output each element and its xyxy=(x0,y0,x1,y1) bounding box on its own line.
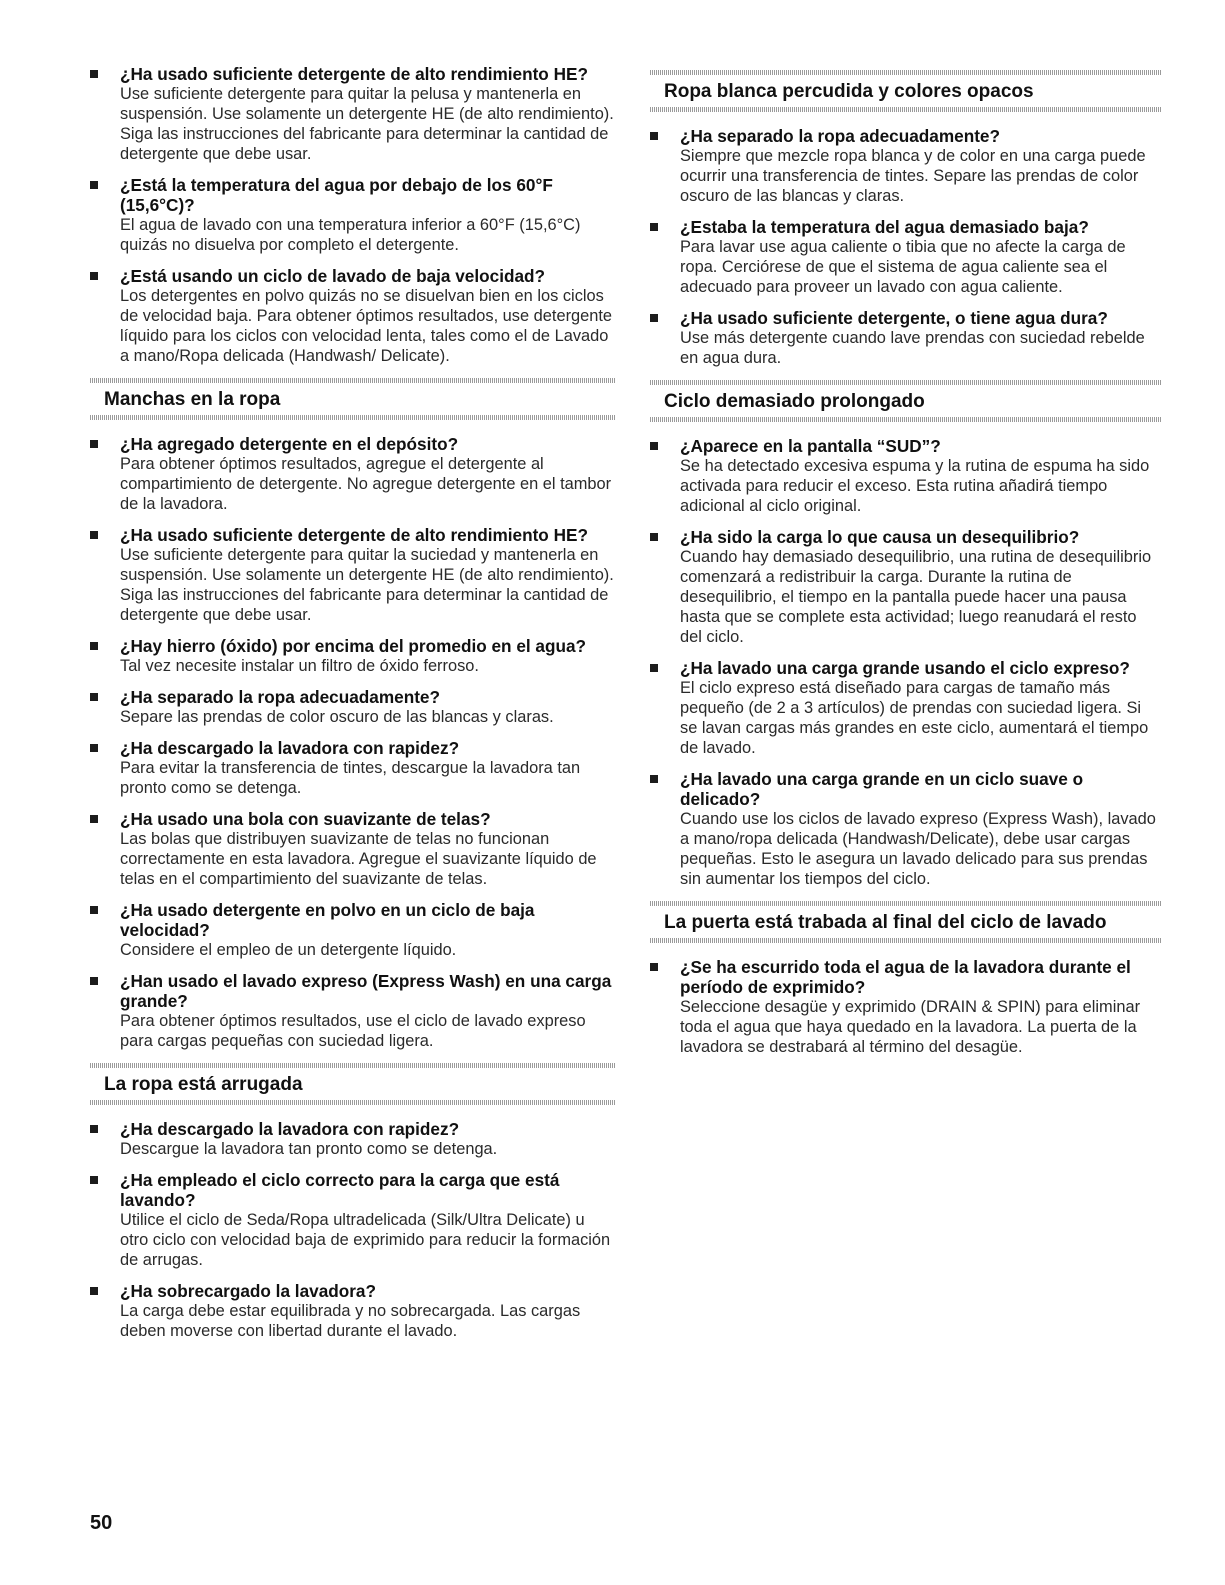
bullet-icon xyxy=(650,775,658,783)
section-title: La ropa está arrugada xyxy=(104,1074,303,1095)
qa-item xyxy=(90,809,615,889)
qa-item xyxy=(650,527,1162,647)
question: ¿Ha usado detergente en polvo en un ciclo de baja velocidad? xyxy=(120,900,535,940)
bullet-icon xyxy=(90,977,98,985)
qa-item xyxy=(90,175,615,255)
answer: Para obtener óptimos resultados, use el ciclo de lavado expreso para cargas pequeñas con suciedad ligera. xyxy=(120,1012,586,1050)
bullet-icon xyxy=(90,440,98,448)
bullet-icon xyxy=(90,1176,98,1184)
answer: La carga debe estar equilibrada y no sobrecargada. Las cargas deben moverse con libertad durante el lavado. xyxy=(120,1302,581,1340)
qa-item xyxy=(90,1119,615,1159)
question: ¿Ha sido la carga lo que causa un desequilibrio? xyxy=(680,527,1080,547)
section-header-door-locked xyxy=(650,901,1162,943)
question: ¿Ha usado suficiente detergente de alto rendimiento HE? xyxy=(120,64,588,84)
qa-item xyxy=(90,900,615,960)
answer: Descargue la lavadora tan pronto como se detenga. xyxy=(120,1140,498,1158)
question: ¿Hay hierro (óxido) por encima del promedio en el agua? xyxy=(120,636,587,656)
question: ¿Ha descargado la lavadora con rapidez? xyxy=(120,1119,460,1139)
answer: Use más detergente cuando lave prendas con suciedad rebelde en agua dura. xyxy=(680,329,1145,367)
section-header-stains xyxy=(90,378,615,420)
question: ¿Está la temperatura del agua por debajo de los 60°F (15,6°C)? xyxy=(120,175,553,215)
section-header-dingy xyxy=(650,70,1162,112)
qa-group-stains xyxy=(90,434,615,1051)
question: ¿Ha usado suficiente detergente, o tiene agua dura? xyxy=(680,308,1108,328)
answer: Cuando hay demasiado desequilibrio, una rutina de desequilibrio comenzará a redistribuir la carga. Durante la rutina de desequilibrio, el tiempo en la pantalla puede hacer una pausa hasta que se complete esta actividad; luego reanudará el resto del ciclo. xyxy=(680,548,1152,646)
qa-item xyxy=(650,436,1162,516)
qa-group-door-locked xyxy=(650,957,1162,1057)
page-number: 50 xyxy=(90,1512,113,1534)
qa-group-detergent xyxy=(90,64,615,366)
answer: Las bolas que distribuyen suavizante de telas no funcionan correctamente en esta lavadora. Agregue el suavizante líquido de telas en el compartimiento del suavizante de telas. xyxy=(120,830,597,888)
question: ¿Ha lavado una carga grande usando el ciclo expreso? xyxy=(680,658,1130,678)
answer: Se ha detectado excesiva espuma y la rutina de espuma ha sido activada para reducir el exceso. Esta rutina añadirá tiempo adicional al ciclo original. xyxy=(680,457,1150,515)
question: ¿Ha separado la ropa adecuadamente? xyxy=(120,687,440,707)
bullet-icon xyxy=(650,963,658,971)
qa-item xyxy=(90,434,615,514)
qa-item xyxy=(90,1170,615,1270)
qa-item xyxy=(650,308,1162,368)
bullet-icon xyxy=(90,906,98,914)
answer: Para obtener óptimos resultados, agregue el detergente al compartimiento de detergente. No agregue detergente en el tambor de la lavadora. xyxy=(120,455,612,513)
question: ¿Ha separado la ropa adecuadamente? xyxy=(680,126,1000,146)
question: ¿Está usando un ciclo de lavado de baja velocidad? xyxy=(120,266,546,286)
section-title: Ciclo demasiado prolongado xyxy=(664,391,925,412)
answer: Para evitar la transferencia de tintes, descargue la lavadora tan pronto como se detenga. xyxy=(120,759,581,797)
divider xyxy=(650,938,1162,943)
answer: El ciclo expreso está diseñado para cargas de tamaño más pequeño (de 2 a 3 artículos) de prendas con suciedad ligera. Si se lavan cargas más grandes en este ciclo, aumentará el tiempo de lavado. xyxy=(680,679,1149,757)
bullet-icon xyxy=(650,223,658,231)
qa-item xyxy=(650,769,1162,889)
answer: Para lavar use agua caliente o tibia que no afecte la carga de ropa. Cerciórese de que el sistema de agua caliente sea el adecuado para proveer un lavado con agua caliente. xyxy=(680,238,1126,296)
qa-item xyxy=(90,971,615,1051)
bullet-icon xyxy=(650,533,658,541)
qa-item xyxy=(650,217,1162,297)
bullet-icon xyxy=(650,664,658,672)
answer: Considere el empleo de un detergente líquido. xyxy=(120,941,457,959)
answer: Use suficiente detergente para quitar la pelusa y mantenerla en suspensión. Use solamente un detergente HE (de alto rendimiento). Siga las instrucciones del fabricante para determinar la cantidad de detergente que debe usar. xyxy=(120,85,614,163)
qa-item xyxy=(650,126,1162,206)
question: ¿Han usado el lavado expreso (Express Wash) en una carga grande? xyxy=(120,971,612,1011)
answer: Seleccione desagüe y exprimido (DRAIN & SPIN) para eliminar toda el agua que haya quedado en la lavadora. La puerta de la lavadora se destrabará al término del desagüe. xyxy=(680,998,1141,1056)
bullet-icon xyxy=(90,1287,98,1295)
qa-item xyxy=(90,525,615,625)
bullet-icon xyxy=(90,70,98,78)
bullet-icon xyxy=(90,181,98,189)
divider xyxy=(90,415,615,420)
answer: Los detergentes en polvo quizás no se disuelvan bien en los ciclos de velocidad baja. Para obtener óptimos resultados, use detergente líquido para los ciclos con velocidad lenta, tales como el de Lavado a mano/Ropa delicada (Handwash/ Delicate). xyxy=(120,287,613,365)
bullet-icon xyxy=(650,442,658,450)
bullet-icon xyxy=(650,132,658,140)
question: ¿Ha empleado el ciclo correcto para la carga que está lavando? xyxy=(120,1170,560,1210)
divider xyxy=(650,417,1162,422)
section-title: La puerta está trabada al final del ciclo de lavado xyxy=(664,912,1107,933)
question: ¿Se ha escurrido toda el agua de la lavadora durante el período de exprimido? xyxy=(680,957,1131,997)
qa-item xyxy=(650,957,1162,1057)
section-header-wrinkled xyxy=(90,1063,615,1105)
bullet-icon xyxy=(90,744,98,752)
divider xyxy=(90,1100,615,1105)
question: ¿Estaba la temperatura del agua demasiado baja? xyxy=(680,217,1089,237)
qa-group-dingy xyxy=(650,126,1162,368)
bullet-icon xyxy=(650,314,658,322)
question: ¿Ha lavado una carga grande en un ciclo suave o delicado? xyxy=(680,769,1084,809)
left-column xyxy=(90,64,615,1352)
qa-group-wrinkled xyxy=(90,1119,615,1341)
answer: Separe las prendas de color oscuro de las blancas y claras. xyxy=(120,708,554,726)
bullet-icon xyxy=(90,1125,98,1133)
bullet-icon xyxy=(90,693,98,701)
answer: Use suficiente detergente para quitar la suciedad y mantenerla en suspensión. Use solamente un detergente HE (de alto rendimiento). Siga las instrucciones del fabricante para determinar la cantidad de detergente que debe usar. xyxy=(120,546,614,624)
bullet-icon xyxy=(90,531,98,539)
divider xyxy=(650,107,1162,112)
question: ¿Aparece en la pantalla “SUD”? xyxy=(680,436,941,456)
right-column xyxy=(650,64,1162,1068)
question: ¿Ha agregado detergente en el depósito? xyxy=(120,434,459,454)
question: ¿Ha usado suficiente detergente de alto rendimiento HE? xyxy=(120,525,588,545)
qa-item xyxy=(650,658,1162,758)
qa-item xyxy=(90,64,615,164)
question: ¿Ha descargado la lavadora con rapidez? xyxy=(120,738,460,758)
qa-item xyxy=(90,738,615,798)
qa-item xyxy=(90,636,615,676)
qa-item xyxy=(90,1281,615,1341)
qa-group-long-cycle xyxy=(650,436,1162,889)
answer: Utilice el ciclo de Seda/Ropa ultradelicada (Silk/Ultra Delicate) u otro ciclo con velocidad baja de exprimido para reducir la formación de arrugas. xyxy=(120,1211,611,1269)
bullet-icon xyxy=(90,272,98,280)
qa-item xyxy=(90,687,615,727)
qa-item xyxy=(90,266,615,366)
answer: El agua de lavado con una temperatura inferior a 60°F (15,6°C) quizás no disuelva por completo el detergente. xyxy=(120,216,581,254)
section-title: Ropa blanca percudida y colores opacos xyxy=(664,81,1034,102)
section-title: Manchas en la ropa xyxy=(104,389,281,410)
bullet-icon xyxy=(90,642,98,650)
answer: Cuando use los ciclos de lavado expreso (Express Wash), lavado a mano/ropa delicada (Handwash/Delicate), debe usar cargas pequeñas. Esto le asegura un lavado delicado para sus prendas sin aumentar los tiempos del ciclo. xyxy=(680,810,1156,888)
section-header-long-cycle xyxy=(650,380,1162,422)
bullet-icon xyxy=(90,815,98,823)
answer: Tal vez necesite instalar un filtro de óxido ferroso. xyxy=(120,657,479,675)
question: ¿Ha sobrecargado la lavadora? xyxy=(120,1281,376,1301)
answer: Siempre que mezcle ropa blanca y de color en una carga puede ocurrir una transferencia de tintes. Separe las prendas de color oscuro de las blancas y claras. xyxy=(680,147,1146,205)
question: ¿Ha usado una bola con suavizante de telas? xyxy=(120,809,491,829)
